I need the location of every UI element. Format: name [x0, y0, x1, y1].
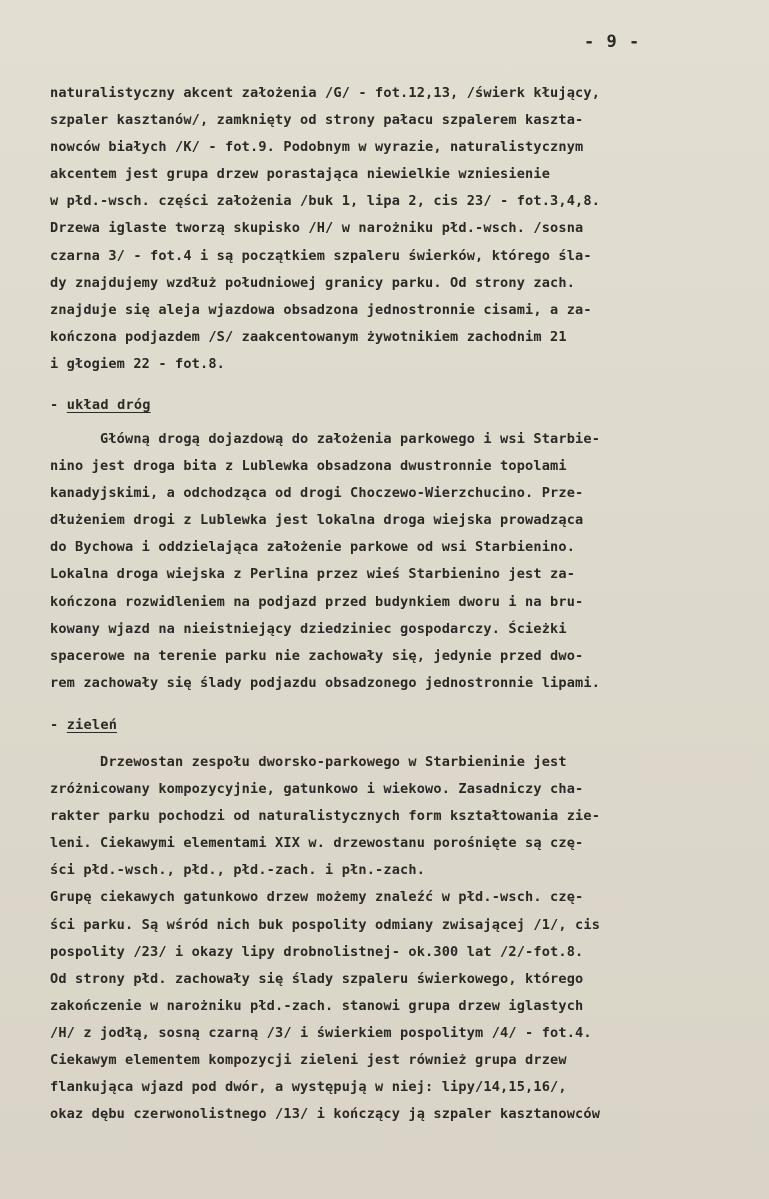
- text-line: Drzewostan zespołu dworsko-parkowego w Starbieninie jest: [50, 754, 567, 770]
- paragraph-composition: [50, 80, 769, 378]
- text-line: zróżnicowany kompozycyjnie, gatunkowo i wiekowo. Zasadniczy cha-: [50, 781, 584, 798]
- text-line: leni. Ciekawymi elementami XIX w. drzewostanu porośnięte są czę-: [50, 835, 584, 852]
- text-line: rakter parku pochodzi od naturalistycznych form kształtowania zie-: [50, 808, 601, 825]
- text-line: w płd.-wsch. części założenia /buk 1, lipa 2, cis 23/ - fot.3,4,8.: [50, 193, 601, 210]
- text-line: spacerowe na terenie parku nie zachowały się, jedynie przed dwo-: [50, 647, 584, 664]
- text-line: flankująca wjazd pod dwór, a występują w niej: lipy/14,15,16/,: [50, 1079, 567, 1096]
- heading-dash: -: [50, 717, 67, 733]
- text-line: dłużeniem drogi z Lublewka jest lokalna droga wiejska prowadząca: [50, 512, 584, 529]
- text-line: kanadyjskimi, a odchodząca od drogi Choczewo-Wierzchucino. Prze-: [50, 485, 584, 502]
- text-line: dy znajdujemy wzdłuż południowej granicy parku. Od strony zach.: [50, 274, 576, 291]
- text-line: kończona rozwidleniem na podjazd przed budynkiem dworu i na bru-: [50, 593, 584, 610]
- text-line: Drzewa iglaste tworzą skupisko /H/ w narożniku płd.-wsch. /sosna: [50, 220, 584, 237]
- text-line: do Bychowa i oddzielająca założenie parkowe od wsi Starbienino.: [50, 539, 576, 556]
- text-line: Od strony płd. zachowały się ślady szpaleru świerkowego, którego: [50, 970, 584, 987]
- section-heading-roads: [50, 397, 151, 413]
- text-line: Grupę ciekawych gatunkowo drzew możemy znaleźć w płd.-wsch. czę-: [50, 889, 584, 906]
- text-line: Lokalna droga wiejska z Perlina przez wieś Starbienino jest za-: [50, 566, 576, 583]
- text-line: nowców białych /K/ - fot.9. Podobnym w wyrazie, naturalistycznym: [50, 139, 584, 156]
- text-line: okaz dębu czerwonolistnego /13/ i kończący ją szpaler kasztanowców: [50, 1106, 601, 1123]
- page-number: - 9 -: [584, 32, 641, 52]
- text-line: rem zachowały się ślady podjazdu obsadzonego jednostronnie lipami.: [50, 674, 601, 691]
- text-line: ści parku. Są wśród nich buk pospolity odmiany zwisającej /1/, cis: [50, 916, 601, 933]
- paragraph-greenery: [50, 749, 769, 1128]
- text-line: ści płd.-wsch., płd., płd.-zach. i płn.-zach.: [50, 862, 426, 879]
- paragraph-roads: [50, 426, 769, 697]
- text-line: Główną drogą dojazdową do założenia parkowego i wsi Starbie-: [50, 431, 601, 447]
- text-line: kończona podjazdem /S/ zaakcentowanym żywotnikiem zachodnim 21: [50, 328, 567, 345]
- heading-dash: -: [50, 397, 67, 413]
- text-line: Ciekawym elementem kompozycji zieleni jest również grupa drzew: [50, 1052, 567, 1069]
- text-line: czarna 3/ - fot.4 i są początkiem szpaleru świerków, którego śla-: [50, 247, 592, 264]
- text-line: akcentem jest grupa drzew porastająca niewielkie wzniesienie: [50, 166, 551, 183]
- section-heading-greenery: [50, 717, 117, 733]
- text-line: szpaler kasztanów/, zamknięty od strony pałacu szpalerem kaszta-: [50, 112, 584, 129]
- heading-title: układ dróg: [66, 397, 151, 413]
- text-line: i głogiem 22 - fot.8.: [50, 355, 226, 372]
- text-line: /H/ z jodłą, sosną czarną /3/ i świerkiem pospolitym /4/ - fot.4.: [50, 1024, 592, 1041]
- text-line: kowany wjazd na nieistniejący dziedziniec gospodarczy. Ścieżki: [50, 620, 567, 637]
- text-line: naturalistyczny akcent założenia /G/ - fot.12,13, /świerk kłujący,: [50, 85, 601, 101]
- text-line: znajduje się aleja wjazdowa obsadzona jednostronnie cisami, a za-: [50, 301, 592, 318]
- text-line: zakończenie w narożniku płd.-zach. stanowi grupa drzew iglastych: [50, 997, 584, 1014]
- text-line: nino jest droga bita z Lublewka obsadzona dwustronnie topolami: [50, 458, 567, 475]
- heading-title: zieleń: [66, 717, 118, 733]
- text-line: pospolity /23/ i okazy lipy drobnolistnej- ok.300 lat /2/-fot.8.: [50, 943, 584, 960]
